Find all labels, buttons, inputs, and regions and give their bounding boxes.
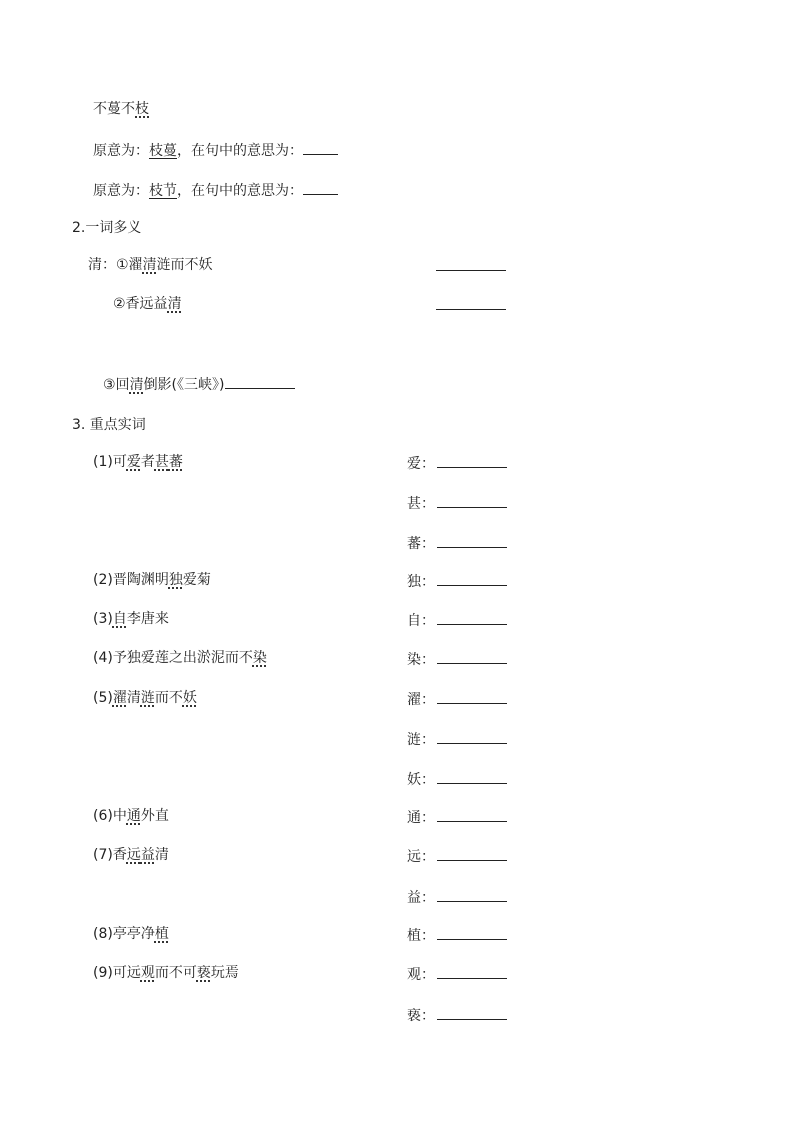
item-text: (7)香 (93, 847, 127, 863)
answer-zi (407, 610, 507, 630)
keyword-item-2 (93, 571, 211, 589)
key-char: 甚 (154, 454, 169, 470)
answer-label: 妖： (407, 772, 435, 788)
key-char: 爱 (126, 454, 141, 470)
answer-blank[interactable] (437, 571, 507, 586)
answer-tong (407, 807, 507, 827)
key-char: 濯 (112, 690, 127, 706)
phrase-text: 不蔓不 (93, 101, 135, 117)
keyword-item-9 (93, 964, 239, 982)
answer-blank[interactable] (437, 769, 507, 784)
keyword-item-4 (93, 649, 267, 667)
answer-label: 爱： (407, 456, 435, 472)
answer-blank[interactable] (437, 925, 507, 940)
answer-yi (407, 887, 507, 907)
answer-label: 观： (407, 967, 435, 983)
key-char: 妖 (182, 690, 197, 706)
key-char: 观 (140, 965, 155, 981)
item-text: 者 (140, 454, 155, 470)
section-2-heading: 2.一词多义 (72, 220, 142, 236)
answer-blank[interactable] (437, 610, 507, 625)
polysemy-item-1 (88, 256, 213, 274)
meaning-label: 原意为： (93, 143, 149, 159)
item-text: 爱菊 (182, 572, 211, 588)
key-char: 清 (167, 296, 182, 312)
answer-blank[interactable] (437, 964, 507, 979)
answer-lian (407, 729, 507, 749)
keyword-item-5 (93, 689, 197, 707)
item-text: (2)晋陶渊明 (93, 572, 169, 588)
item-text: (1)可 (93, 454, 127, 470)
polysemy-answer-1[interactable] (436, 256, 506, 276)
answer-label: 通： (407, 810, 435, 826)
answer-yao (407, 769, 507, 789)
keyword-item-1 (93, 453, 183, 471)
item-text: (5) (93, 690, 113, 706)
item-text: ③回 (103, 377, 130, 393)
answer-blank[interactable] (437, 846, 507, 861)
answer-blank[interactable] (437, 533, 507, 548)
answer-blank[interactable] (437, 807, 507, 822)
answer-blank[interactable] (437, 689, 507, 704)
item-text: (4)予独爱莲之出淤泥而不 (93, 650, 253, 666)
answer-label: 独： (407, 574, 435, 590)
answer-label: 益： (407, 890, 435, 906)
item-text: 李唐来 (126, 611, 169, 627)
section-3-heading: 3. 重点实词 (72, 417, 146, 433)
answer-blank[interactable] (436, 295, 506, 310)
answer-blank[interactable] (437, 453, 507, 468)
answer-blank[interactable] (437, 729, 507, 744)
keyword-item-3 (93, 610, 169, 628)
meaning-prompt: ，在句中的意思为： (177, 183, 303, 199)
answer-label: 远： (407, 849, 435, 865)
answer-zhuo (407, 689, 507, 709)
answer-blank[interactable] (303, 180, 338, 195)
meaning-term: 枝节 (149, 183, 177, 199)
item-text: 外直 (140, 808, 169, 824)
key-char: 涟 (140, 690, 155, 706)
phrase-key-char: 枝 (135, 101, 149, 117)
answer-label: 染： (407, 652, 435, 668)
item-text: (6)中 (93, 808, 127, 824)
answer-blank[interactable] (303, 140, 338, 155)
key-char: 染 (252, 650, 267, 666)
meaning-prompt: ，在句中的意思为： (177, 143, 303, 159)
keyword-item-7 (93, 846, 169, 864)
key-char: 通 (126, 808, 141, 824)
answer-blank[interactable] (225, 374, 295, 389)
key-char: 植 (154, 926, 169, 942)
answer-label: 亵： (407, 1008, 435, 1024)
item-text: (3) (93, 611, 113, 627)
item-text: 而不 (154, 690, 183, 706)
item-text: 而不可 (154, 965, 197, 981)
polysemy-answer-2[interactable] (436, 295, 506, 315)
meaning-line-1 (93, 140, 338, 160)
keyword-item-6 (93, 807, 169, 825)
item-text: (8)亭亭净 (93, 926, 155, 942)
meaning-line-2 (93, 180, 338, 200)
answer-label: 涟： (407, 732, 435, 748)
item-text: 清 (154, 847, 169, 863)
answer-du (407, 571, 507, 591)
answer-guan (407, 964, 507, 984)
item-text: 涟而不妖 (156, 257, 213, 273)
answer-label: 甚： (407, 496, 435, 512)
item-text: (9)可远 (93, 965, 141, 981)
meaning-term: 枝蔓 (149, 143, 177, 159)
key-char: 蕃 (168, 454, 183, 470)
answer-blank[interactable] (437, 1005, 507, 1020)
item-text: 清 (126, 690, 141, 706)
answer-fan (407, 533, 507, 553)
keyword-item-8 (93, 925, 169, 943)
answer-blank[interactable] (437, 493, 507, 508)
key-char: 清 (142, 257, 157, 273)
answer-xie (407, 1005, 507, 1025)
answer-label: 植： (407, 928, 435, 944)
polysemy-item-2 (113, 295, 182, 313)
key-char: 清 (129, 377, 144, 393)
answer-zhi (407, 925, 507, 945)
answer-label: 蕃： (407, 536, 435, 552)
item-text: ①濯 (116, 257, 143, 273)
answer-blank[interactable] (436, 256, 506, 271)
answer-yuan (407, 846, 507, 866)
key-char: 远 (126, 847, 141, 863)
item-text: 玩焉 (210, 965, 239, 981)
key-char: 自 (112, 611, 127, 627)
polysemy-item-3 (103, 374, 295, 394)
item-text: 倒影(《三峡》) (143, 377, 225, 393)
answer-ran (407, 649, 507, 669)
key-char: 独 (168, 572, 183, 588)
polysemy-label: 清： (88, 257, 116, 273)
item-text: ②香远益 (113, 296, 168, 312)
phrase-bumanbuzhi (93, 100, 149, 118)
answer-ai (407, 453, 507, 473)
answer-label: 濯： (407, 692, 435, 708)
key-char: 亵 (196, 965, 211, 981)
meaning-label: 原意为： (93, 183, 149, 199)
answer-shen (407, 493, 507, 513)
key-char: 益 (140, 847, 155, 863)
answer-label: 自： (407, 613, 435, 629)
answer-blank[interactable] (437, 887, 507, 902)
answer-blank[interactable] (437, 649, 507, 664)
